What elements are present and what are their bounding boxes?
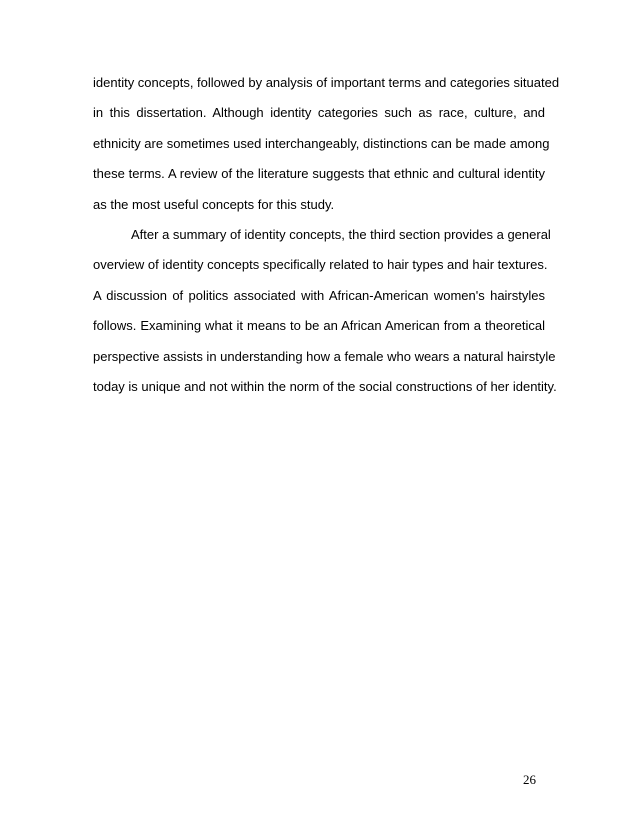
paragraph-2-line-5: perspective assists in understanding how a female who wears a natural hairstyle <box>93 348 556 364</box>
paragraph-2-line-4: follows. Examining what it means to be an African American from a theoretical <box>93 318 545 334</box>
paragraph-1-line-5: as the most useful concepts for this study. <box>93 196 335 212</box>
paragraph-2-line-3: A discussion of politics associated with African-American women's hairstyles <box>93 287 545 303</box>
paragraph-2-line-1: After a summary of identity concepts, the third section provides a general <box>131 226 551 242</box>
paragraph-1-line-1: identity concepts, followed by analysis of important terms and categories situated <box>93 75 560 90</box>
paragraph-2-line-6: today is unique and not within the norm of the social constructions of her identity. <box>93 378 557 394</box>
paragraph-1-line-4: these terms. A review of the literature suggests that ethnic and cultural identity <box>93 166 545 182</box>
body-text <box>93 68 560 402</box>
paragraph-2-line-2: overview of identity concepts specifically related to hair types and hair textures. <box>93 257 548 273</box>
paragraph-1-line-2: in this dissertation. Although identity categories such as race, culture, and <box>93 105 545 121</box>
page-number: 26 <box>523 772 536 787</box>
paragraph-1-line-3: ethnicity are sometimes used interchangeably, distinctions can be made among <box>93 135 550 151</box>
